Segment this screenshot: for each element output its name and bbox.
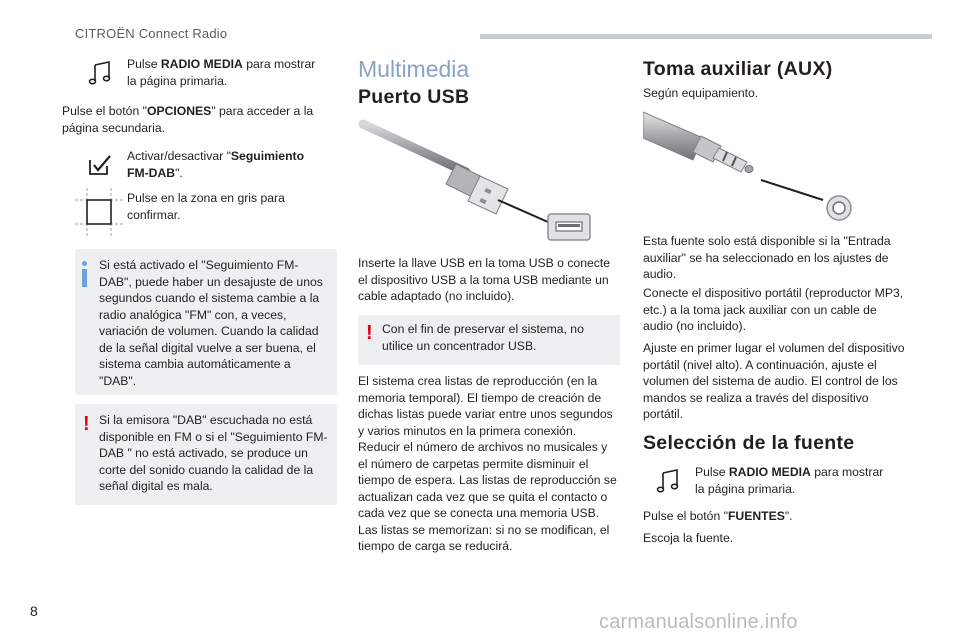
aux-jack-illustration [643, 110, 905, 225]
sources-button-paragraph: Pulse el botón "FUENTES". [643, 509, 793, 523]
warning-icon: ! [83, 413, 90, 435]
step-source-radio-media-text: Pulse RADIO MEDIA para mostrar la página primaria. [695, 465, 884, 496]
usb-illustration [358, 118, 608, 250]
warning-note-text: Si la emisora "DAB" escuchada no está disponible en FM o si el "Seguimiento FM-DAB " no está activado, se produce un corte del sonido cuando la calidad de la señal digital es mala. [99, 413, 328, 493]
step-radio-media [75, 56, 337, 91]
checkbox-checked-icon [75, 148, 127, 183]
warning-note-box [75, 404, 337, 505]
info-note-text: Si está activado el "Seguimiento FM-DAB", puede haber un desajuste de unos segundos cuando el sistema cambie a la radio analógica "FM" con, a veces, variación de volumen. Cuando la calidad de la señal digital vuelve a ser buena, el sistema cambia automáticamente a "DAB". [99, 258, 323, 388]
aux-availability-paragraph: Esta fuente solo está disponible si la "Entrada auxiliar" se ha seleccionado en los ajustes de audio. [643, 234, 891, 281]
step-confirm [75, 188, 337, 241]
usb-warning-note-box [358, 315, 620, 365]
step-source-radio-media [643, 464, 905, 499]
info-icon [82, 261, 87, 287]
usb-insert-paragraph: Inserte la llave USB en la toma USB o conecte el dispositivo USB a la toma USB mediante un cable adaptado (no incluido). [358, 256, 611, 303]
step-toggle-fm-dab-text: Activar/desactivar "Seguimiento FM-DAB". [127, 149, 305, 180]
usb-warning-text: Con el fin de preservar el sistema, no utilice un concentrador USB. [382, 322, 584, 353]
playlist-paragraph: El sistema crea listas de reproducción (en la memoria temporal). El tiempo de creación de dichas listas puede variar entre unos segundos y varios minutos en la primera conexión. Reducir el número de archivos no musicales y el número de carpetas permite disminuir el tiempo de espera. Las listas de reproducción se actualizan cada vez que se quita el contacto o cada vez que se conecta una memoria USB. Las listas se memorizan: si no se modifican, el tiempo de carga se reducirá. [358, 374, 617, 553]
manual-header-title: CITROËN Connect Radio [75, 26, 228, 41]
info-note-box [75, 249, 337, 395]
watermark: carmanualsonline.info [599, 611, 798, 633]
aux-connect-paragraph: Conecte el dispositivo portátil (reproductor MP3, etc.) a la toma jack auxiliar con un cable de audio (no incluido). [643, 286, 904, 333]
step-radio-media-text: Pulse RADIO MEDIA para mostrar la página primaria. [127, 57, 316, 88]
step-toggle-fm-dab [75, 148, 337, 183]
step-confirm-text: Pulse en la zona en gris para confirmar. [127, 191, 285, 222]
aux-volume-paragraph: Ajuste en primer lugar el volumen del dispositivo portátil (nivel alto). A continuación, ajuste el volumen del sistema de audio. El control de los mandos se realiza a través del dispositivo portátil. [643, 341, 905, 421]
section-title-multimedia: Multimedia [358, 56, 470, 82]
equipment-note: Según equipamiento. [643, 86, 759, 100]
page-number: 8 [30, 603, 38, 619]
subtitle-usb-port: Puerto USB [358, 86, 470, 108]
warning-icon: ! [366, 322, 373, 344]
header-rule [480, 34, 932, 39]
music-note-icon [643, 464, 695, 499]
title-aux-jack: Toma auxiliar (AUX) [643, 58, 833, 80]
grey-zone-icon [75, 188, 127, 241]
title-source-selection: Selección de la fuente [643, 432, 855, 454]
music-note-icon [75, 56, 127, 91]
choose-source-paragraph: Escoja la fuente. [643, 531, 734, 545]
options-paragraph: Pulse el botón "OPCIONES" para acceder a la página secundaria. [62, 104, 314, 135]
